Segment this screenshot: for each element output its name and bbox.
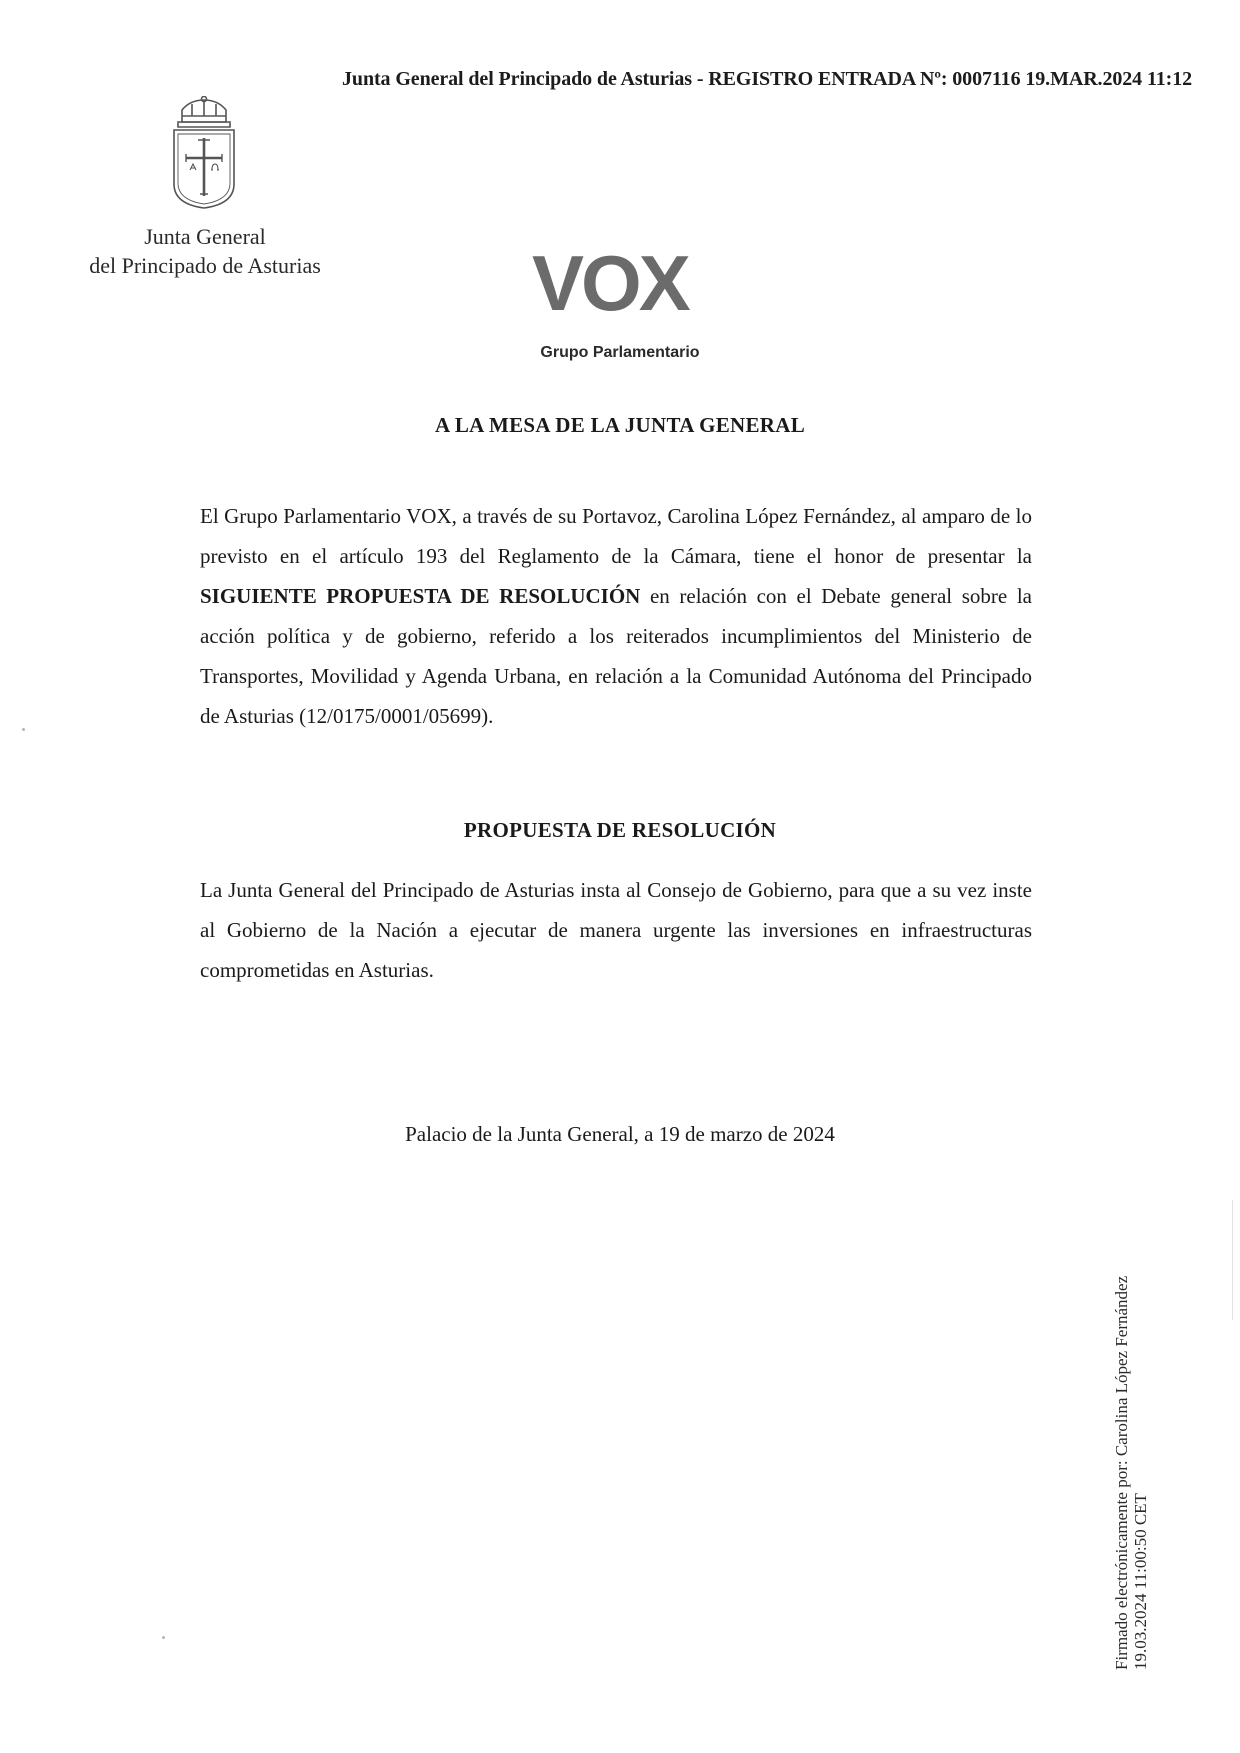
registry-stamp: Junta General del Principado de Asturias - REGISTRO ENTRADA Nº: 0007116 19.MAR.2024 11:12	[342, 68, 1192, 90]
closing-date-line: Palacio de la Junta General, a 19 de marzo de 2024	[405, 1122, 835, 1146]
section-title: PROPUESTA DE RESOLUCIÓN	[463, 818, 777, 842]
scan-artifact	[162, 1636, 165, 1639]
intro-paragraph	[200, 496, 1032, 736]
intro-text-end: en relación con el Debate general sobre la acción política y de gobierno, referido a los reiterados incumplimientos del Ministerio de Transportes, Movilidad y Agenda Urbana, en relación a la Comunidad Autónoma del Principado de Asturias (12/0175/0001/05699).	[200, 584, 1032, 728]
scan-artifact	[22, 728, 25, 731]
asturias-coat-of-arms-icon	[168, 96, 240, 212]
vox-logo	[532, 246, 702, 320]
resolution-text: La Junta General del Principado de Asturias insta al Consejo de Gobierno, para que a su vez inste al Gobierno de la Nación a ejecutar de manera urgente las inversiones en infraestructuras comprometidas en Asturias.	[200, 878, 1032, 982]
institution-name	[60, 222, 350, 280]
resolution-paragraph	[200, 870, 1032, 990]
institution-line-1: Junta General	[144, 224, 266, 249]
signature-line-2: 19.03.2024 11:00:50 CET	[1131, 1493, 1150, 1670]
institution-line-2: del Principado de Asturias	[89, 253, 321, 278]
group-label: Grupo Parlamentario	[540, 344, 700, 361]
scan-edge	[1232, 1200, 1233, 1320]
intro-text-bold: SIGUIENTE PROPUESTA DE RESOLUCIÓN	[200, 584, 641, 608]
addressee-heading: A LA MESA DE LA JUNTA GENERAL	[434, 413, 806, 437]
intro-text-start: El Grupo Parlamentario VOX, a través de su Portavoz, Carolina López Fernández, al amparo de lo previsto en el artículo 193 del Reglamento de la Cámara, tiene el honor de presentar la	[200, 504, 1032, 568]
electronic-signature	[1112, 1276, 1150, 1670]
vox-logo-text: VOX	[532, 246, 688, 320]
signature-line-1: Firmado electrónicamente por: Carolina López Fernández	[1112, 1275, 1131, 1670]
